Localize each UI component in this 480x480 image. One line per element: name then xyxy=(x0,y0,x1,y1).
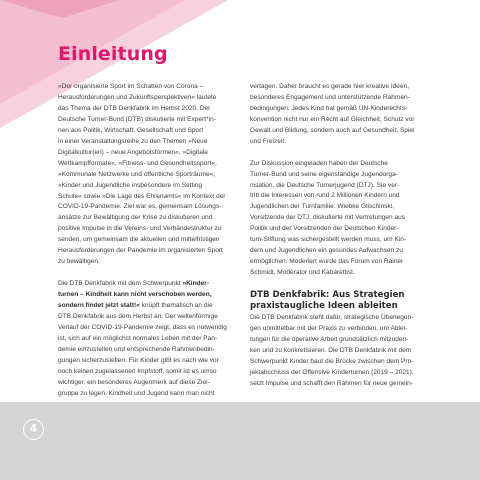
text-line: gruppe zu legen. Kindheit und Jugend kann man nicht xyxy=(58,389,215,397)
discussion-paragraph xyxy=(250,159,442,279)
text-line: demie einzustellen und entsprechende Rahmenbedin- xyxy=(58,345,215,353)
text-line: Deutsche Turner-Bund (DTB) diskutierte mit Expert*in- xyxy=(58,115,216,123)
text-line: Gewalt und Bildung, sondern auch auf Gesundheit, Spiel xyxy=(250,126,415,134)
text-line: nen aus Politik, Wirtschaft, Gesellschaft und Sport xyxy=(58,126,204,134)
text-line: Herausforderungen der Pandemie im organisierten Sport xyxy=(58,247,223,255)
strategy-paragraph xyxy=(250,313,442,390)
text-line: »Der organisierte Sport im Schatten von Corona – xyxy=(58,83,204,90)
text-line: Vorsitzende der DTJ, diskutierte mit Vertretungen aus xyxy=(250,214,406,222)
text-line: tungen für die operative Arbeit grundsätzlich mitzuden- xyxy=(250,335,409,343)
text-line: Schwerpunkt Kinder baut die Brücke zwischen dem Pro- xyxy=(250,357,414,365)
text-line xyxy=(58,301,248,312)
text-line: bedingungen. Jedes Kind hat gemäß UN-Kinderechts- xyxy=(250,104,408,112)
text-span: knüpft thematisch an die xyxy=(139,302,213,309)
right-column xyxy=(250,82,442,401)
text-line: COVID-19-Pandemie. Ziel war es, gemeinsam Lösungs- xyxy=(58,203,222,211)
intro-paragraph xyxy=(58,82,248,268)
text-line: Schmidt, Moderator und Kabarettist. xyxy=(250,269,355,277)
text-line: zu bewältigen. xyxy=(58,258,100,266)
text-line: turn-Stiftung was sichergestellt werden muss, um Kin- xyxy=(250,236,407,244)
text-line: in einer Veranstaltungsreihe zu den Themen »Neue xyxy=(58,137,208,145)
rights-paragraph xyxy=(250,82,442,148)
text-line xyxy=(58,279,248,290)
text-line: und Freizeit. xyxy=(250,137,287,145)
focus-paragraph xyxy=(58,279,248,399)
text-line: DTB Denkfabrik aus dem Herbst an. Der wellenförmige xyxy=(58,312,218,320)
heading-line: praxistaugliche Ideen ableiten xyxy=(250,300,398,311)
text-line: gen unmittelbar mit der Praxis zu verbinden, um Ablei- xyxy=(250,324,408,332)
text-line: jektabschluss der Offensive Kinderturnen (2019 – 2021), xyxy=(250,368,414,376)
text-line: ermöglichen. Moderiert wurde das Forum von Rainer xyxy=(250,258,404,266)
text-line: nisation, die Deutsche Turnerjugend (DTJ). Sie ver- xyxy=(250,181,400,189)
text-line: setzt Impulse und schafft den Rahmen für neue gemein- xyxy=(250,379,413,387)
page-number-badge: 4 xyxy=(23,419,44,440)
text-line: Politik und der Vorsitzenden der Deutschen Kinder- xyxy=(250,225,399,233)
text-line: ist, sich auf ein möglichst normales Leben mit der Pan- xyxy=(58,334,218,342)
bold-span: »Kinder- xyxy=(182,280,209,288)
text-line: konvention nicht nur ein Recht auf Gleichheit, Schutz vor xyxy=(250,115,415,123)
page-footer xyxy=(0,402,480,480)
text-line: »Kommunale Netzwerke und öffentliche Sporträume«, xyxy=(58,170,216,178)
text-line: tritt die Interessen von rund 2 Millionen Kindern und xyxy=(250,192,400,200)
page-title: Einleitung xyxy=(58,43,168,65)
text-span: Die DTB Denkfabrik mit dem Schwerpunkt xyxy=(58,280,183,288)
bold-span: sondern findet jetzt statt!« xyxy=(58,302,140,309)
text-line: Digitalkultur(en) – neue Angebotsformen«, »Digitale xyxy=(58,148,208,156)
text-line: noch keinen zugelassenen Impfstoff, somit ist es umso xyxy=(58,367,217,375)
text-line: senden, um gemeinsam die aktuellen und mittelfristigen xyxy=(58,236,220,244)
text-line: Verlauf der COVID-19-Pandemie zeigt, dass es notwendig xyxy=(58,323,227,331)
section-heading xyxy=(250,290,442,312)
text-line xyxy=(58,290,248,301)
text-line: Die DTB Denkfabrik steht dafür, strategische Überlegun- xyxy=(250,313,414,321)
text-line: Wettkampfformate«, »Fitness- und Gesundheitssport«, xyxy=(58,159,217,167)
text-line: vertagen. Daher braucht es gerade hier kreative Ideen, xyxy=(250,83,410,90)
text-line: das Thema der DTB Denkfabrik im Herbst 2020. Der xyxy=(58,104,211,112)
text-line: besonderes Engagement und unterstützende Rahmen- xyxy=(250,93,410,101)
text-line: ansätze zur Bewältigung der Krise zu diskutieren und xyxy=(58,214,213,222)
text-line: Zur Diskussion eingeladen haben der Deutsche xyxy=(250,159,388,167)
text-line: positive Impulse in die Vereins- und Verbändestruktur zu xyxy=(58,225,222,233)
text-line: Schule« sowie »Die Lage des Ehrenamts« im Kontext der xyxy=(58,192,226,200)
left-column xyxy=(58,82,248,410)
bold-span: turnen – Kindheit kann nicht verschoben werden, xyxy=(58,291,212,299)
text-line: ken und zu konkretisieren. Die DTB Denkfabrik mit dem xyxy=(250,346,412,354)
text-line: Turner-Bund und seine eigenständige Jugendorga- xyxy=(250,170,398,178)
text-line: Jugendlichen der Turnfamilie. Wiebke Glischinski, xyxy=(250,203,395,211)
text-line: Herausforderungen und Zukunftsperspektiven« lautete xyxy=(58,93,217,101)
text-line: dern und Jugendlichen ein gesundes Aufwachsen zu xyxy=(250,247,403,255)
text-line: gungen sicherzustellen. Für Kinder gibt es nach wie vor xyxy=(58,356,219,364)
text-line: wichtiger, ein besonderes Augenmerk auf diese Ziel- xyxy=(58,378,210,386)
text-line: »Kinder und Jugendliche insbesondere im Setting xyxy=(58,181,203,189)
heading-line: DTB Denkfabrik: Aus Strategien xyxy=(250,289,405,300)
